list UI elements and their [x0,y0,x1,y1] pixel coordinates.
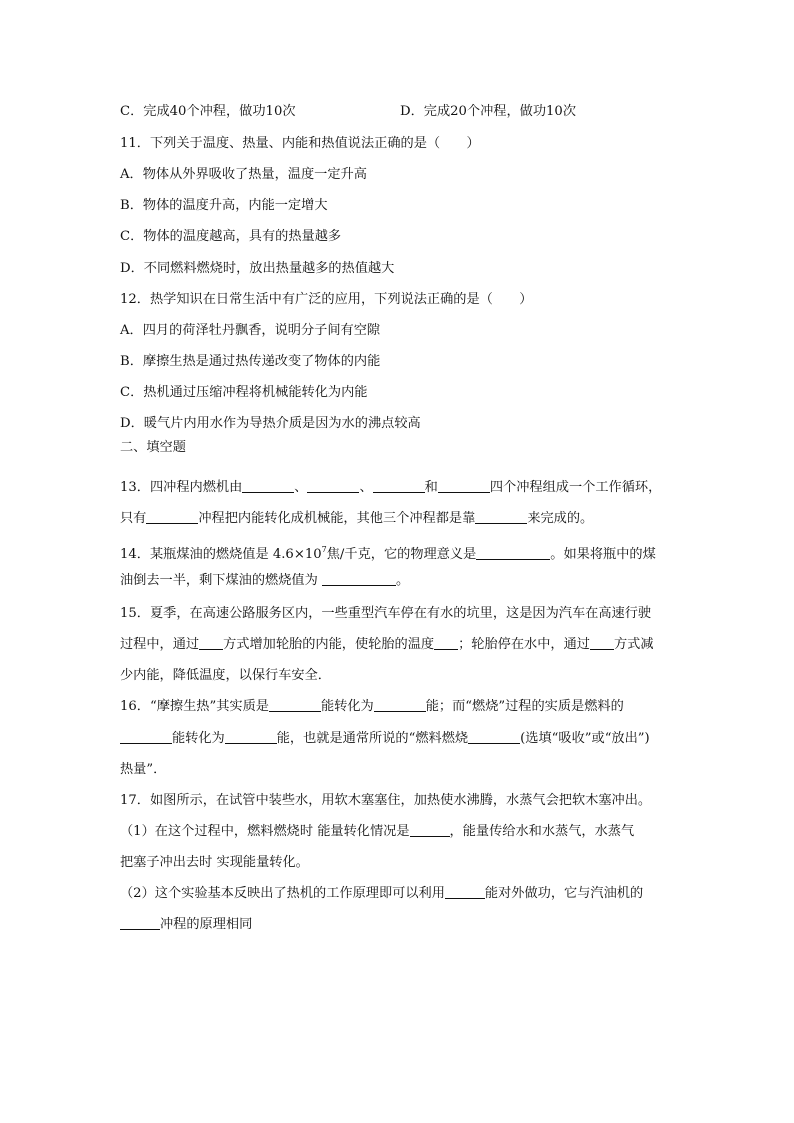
q13-line-1 [120,478,661,498]
q17-line-5 [120,915,252,935]
q13-text: 13．四冲程内燃机由 [120,480,243,495]
answer-blank[interactable] [225,729,277,744]
answer-blank[interactable] [468,729,520,744]
answer-blank[interactable] [269,697,321,712]
q14-text: 焦/千克，它的物理意义是 [326,547,477,562]
q17-text: ，能量传给水和水蒸气，水蒸气 [449,824,635,839]
q11-option-d: D．不同燃料燃烧时，放出热量越多的热值越大 [120,261,395,276]
q12-option-a: A．四月的荷泽牡丹飘香，说明分子间有空隙 [120,323,381,338]
answer-blank[interactable] [374,697,426,712]
answer-blank[interactable] [410,822,450,837]
answer-blank[interactable] [120,729,172,744]
answer-blank[interactable] [476,545,550,560]
q17-line-2 [120,822,634,842]
answer-blank[interactable] [322,571,396,586]
q11-stem: 11．下列关于温度、热量、内能和热值说法正确的是（ ） [120,136,480,151]
answer-blank[interactable] [146,509,198,524]
q16-line-2 [120,729,650,749]
q13-text: 、 [359,480,373,495]
q15-line-1: 15．夏季，在高速公路服务区内，一些重型汽车停在有水的坑里，这是因为汽车在高速行驶 [120,606,652,621]
q16-text: 16．“摩擦生热”其实质是 [120,699,269,714]
q17-line-1: 17．如图所示，在试管中装些水，用软木塞塞住，加热使水沸腾，水蒸气会把软木塞冲出。 [120,793,652,808]
q16-text: 能转化为 [320,699,374,714]
q14-line-2 [120,571,409,591]
answer-blank[interactable] [120,915,160,930]
answer-blank[interactable] [590,635,614,650]
q11-option-b: B．物体的温度升高，内能一定增大 [120,198,328,213]
q16-text: 能转化为 [172,731,225,746]
q12-option-b: B．摩擦生热是通过热传递改变了物体的内能 [120,354,381,369]
q17-text: 能对外做功，它与汽油机的 [484,886,644,901]
q14-line-1 [120,540,656,565]
q15-text: 过程中，通过 [120,637,200,652]
q16-text: (选填“吸收”或“放出”) [520,731,650,746]
q12-stem: 12．热学知识在日常生活中有广泛的应用，下列说法正确的是（ ） [120,292,533,307]
q14-text: 。如果将瓶中的煤 [550,547,656,562]
q15-line-3: 少内能，降低温度，以保行车安全． [120,668,331,683]
q13-line-2 [120,509,593,529]
section-title-fill-in: 二、填空题 [120,440,186,455]
q16-text: 能；而“燃烧”过程的实质是燃料的 [425,699,624,714]
q17-text: （2）这个实验基本反映出了热机的工作原理即可以利用 [120,886,445,901]
q13-text: 冲程把内能转化成机械能，其他三个冲程都是靠 [198,511,476,526]
answer-blank[interactable] [475,509,527,524]
q13-text: 四个冲程组成一个工作循环， [489,480,662,495]
q15-text: 方式减 [614,637,654,652]
q17-text: 冲程的原理相同 [160,917,253,932]
q11-option-c: C．物体的温度越高，具有的热量越多 [120,229,342,244]
answer-blank[interactable] [199,635,223,650]
q13-text: 来完成的。 [527,511,594,526]
answer-blank[interactable] [438,478,490,493]
answer-blank[interactable] [434,635,458,650]
q14-text: 14．某瓶煤油的燃烧值是 4.6×10 [120,547,322,562]
q17-line-3: 把塞子冲出去时 实现能量转化。 [120,855,309,870]
q13-text: 和 [424,480,438,495]
q16-line-1 [120,697,624,717]
q10-option-d: D．完成20个冲程，做功10次 [400,104,577,119]
q12-option-c: C．热机通过压缩冲程将机械能转化为内能 [120,385,368,400]
q13-text: 、 [294,480,308,495]
q10-option-c: C．完成40个冲程，做功10次 [120,104,296,119]
q14-exponent: 7 [321,545,327,554]
answer-blank[interactable] [373,478,425,493]
q15-line-2 [120,635,654,655]
q17-text: （1）在这个过程中，燃料燃烧时 能量转化情况是 [120,824,410,839]
q11-option-a: A．物体从外界吸收了热量，温度一定升高 [120,167,367,182]
q15-text: 方式增加轮胎的内能，使轮胎的温度 [223,637,435,652]
q16-line-3: 热量”． [120,762,167,777]
q14-text: 。 [396,573,410,588]
answer-blank[interactable] [307,478,359,493]
q14-text: 油倒去一半，剩下煤油的燃烧值为 [120,573,323,588]
q13-text: 只有 [120,511,147,526]
q15-text: ；轮胎停在水中，通过 [458,637,590,652]
answer-blank[interactable] [242,478,294,493]
q16-text: 能，也就是通常所说的“燃料燃烧 [276,731,469,746]
q12-option-d: D．暖气片内用水作为导热介质是因为水的沸点较高 [120,416,421,431]
q17-line-4 [120,884,643,904]
answer-blank[interactable] [445,884,485,899]
